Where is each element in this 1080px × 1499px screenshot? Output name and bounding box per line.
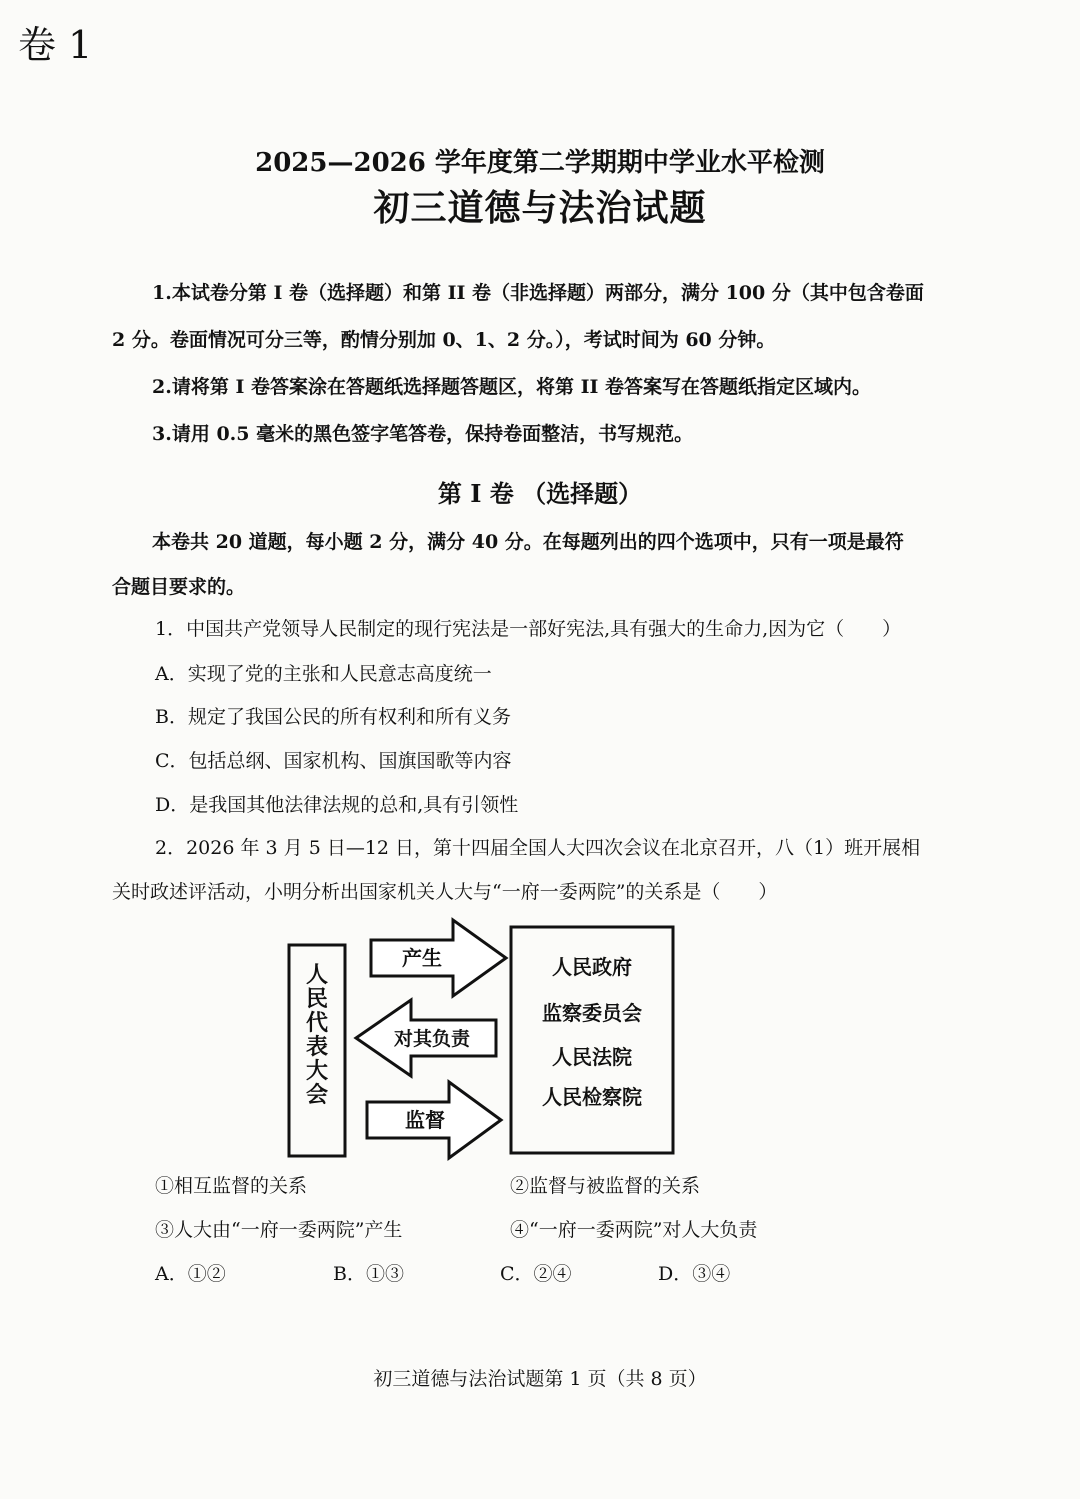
section-title: 第 I 卷 （选择题）: [437, 479, 643, 508]
instruction-1: 1.本试卷分第 I 卷（选择题）和第 II 卷（非选择题）两部分，满分 100 分（其中包含卷面: [152, 282, 924, 304]
instruction-1-continued: 2 分。卷面情况可分三等，酌情分别加 0、1、2 分。），考试时间为 60 分钟。: [112, 329, 776, 351]
exam-subtitle: 初三道德与法治试题: [373, 187, 707, 229]
page-footer: 初三道德与法治试题第 1 页（共 8 页）: [373, 1368, 707, 1390]
q2-choice-c: C．②④: [500, 1263, 572, 1285]
instruction-3: 3.请用 0.5 毫米的黑色签字笔答卷，保持卷面整洁，书写规范。: [152, 423, 694, 445]
section-intro-line2: 合题目要求的。: [112, 576, 246, 598]
q2-diagram: [270, 910, 690, 1170]
npc-char: 大: [305, 1058, 329, 1084]
exam-title: 2025—2026 学年度第二学期期中学业水平检测: [255, 148, 825, 178]
q2-statement-3: ③人大由“一府一委两院”产生: [155, 1219, 403, 1241]
instruction-2: 2.请将第 I 卷答案涂在答题纸选择题答题区，将第 II 卷答案写在答题纸指定区域内。: [152, 376, 871, 398]
section-intro-line1: 本卷共 20 道题，每小题 2 分，满分 40 分。在每题列出的四个选项中，只有一项是最符: [152, 531, 904, 553]
q2-stem-line1: 2．2026 年 3 月 5 日—12 日，第十四届全国人大四次会议在北京召开，八（1）班开展相: [155, 837, 921, 859]
npc-char: 代: [305, 1010, 329, 1036]
q1-option-c: C．包括总纲、国家机构、国旗国歌等内容: [155, 750, 512, 772]
npc-char: 表: [305, 1034, 329, 1060]
q2-choice-d: D．③④: [658, 1263, 731, 1285]
organ-label: 人民检察院: [542, 1085, 642, 1109]
arrow-label-responsible: 对其负责: [393, 1028, 471, 1050]
q2-choice-a: A．①②: [155, 1263, 226, 1285]
q1-option-b: B．规定了我国公民的所有权利和所有义务: [155, 706, 511, 728]
q2-stem-line2: 关时政述评活动，小明分析出国家机关人大与“一府一委两院”的关系是（ ）: [112, 881, 778, 903]
arrow-label-produce: 产生: [402, 946, 442, 970]
npc-char: 会: [305, 1082, 329, 1108]
q1-stem: 1．中国共产党领导人民制定的现行宪法是一部好宪法,具有强大的生命力,因为它（ ）: [155, 618, 902, 640]
q1-option-a: A．实现了党的主张和人民意志高度统一: [155, 663, 492, 685]
npc-char: 民: [305, 986, 329, 1012]
organ-label: 人民法院: [552, 1045, 632, 1069]
q2-statement-4: ④“一府一委两院”对人大负责: [510, 1219, 758, 1241]
npc-char: 人: [305, 962, 329, 988]
organ-label: 监察委员会: [542, 1001, 642, 1025]
q2-statement-1: ①相互监督的关系: [155, 1175, 308, 1197]
q2-statement-2: ②监督与被监督的关系: [510, 1175, 701, 1197]
corner-label: 卷 1: [18, 23, 93, 67]
q1-option-d: D．是我国其他法律法规的总和,具有引领性: [155, 794, 519, 816]
organ-label: 人民政府: [552, 955, 632, 979]
arrow-label-supervise: 监督: [405, 1108, 445, 1132]
q2-choice-b: B．①③: [333, 1263, 404, 1285]
